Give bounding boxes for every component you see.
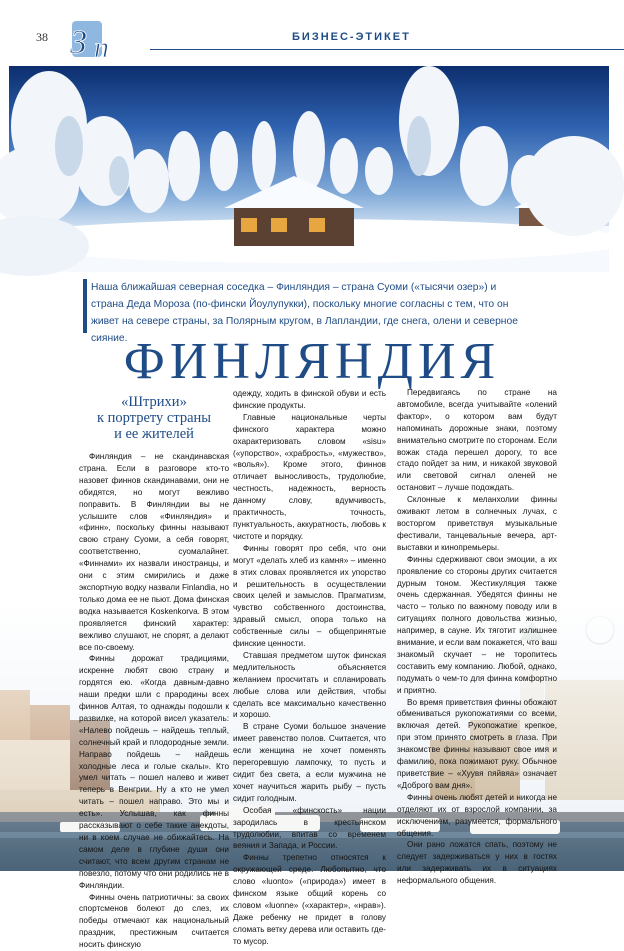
subheading-line: к портрету страны (96, 410, 212, 426)
paragraph: Финны очень патриотичны: за своих спортсменов болеют до слез, их победы отмечают как национальный праздник, престижным считается носить финскую (79, 892, 229, 950)
paragraph: Они рано ложатся спать, поэтому не следует задерживаться у них в гостях или задерживать их в ситуациях неформального общения. (397, 840, 557, 886)
paragraph: Во время приветствия финны обожают обмениваться рукопожатиями со всеми, включая детей. Рукопожатие крепкое, при этом принято смотреть в глаза. При знакомстве финны называют свое имя и фамилию, пока пожимают руку. Обычное приветствие – «Хуувя пяйвяа» означает «Доброго вам дня». (397, 697, 557, 790)
paragraph: Особая «финскость» нации зародилась в крестьянском трудолюбии, впитав со временем веяния и Запада, и России. (233, 805, 386, 851)
paragraph: Склонные к меланхолии финны оживают летом в солнечных лучах, с восторгом приветствуя музыкальные фестивали, танцевальные вечера, арт-выставки и кинопремьеры. (397, 495, 557, 552)
paragraph: В стране Суоми большое значение имеет равенство полов. Считается, что если женщина не хочет поменять перегоревшую лампочку, то пусть и сидит без света, а если мужчина не хочет научиться жарить рыбу – пусть сидит голодным. (233, 722, 386, 803)
paragraph: Финны дорожат традициями, искренне любят свою страну и гордятся ею. «Когда давным-давно наши предки шли с прародины всех финнов Алтая, то однажды подошли к развилке, на которой висел указатель: «Налево пойдешь – найдешь теплый, солнечный край и плодородные земли. Направо пойдешь – найдешь холодные леса и голые скалы». Кто умел читать – пошел налево и живет теперь в Венгрии. Ну а кто не умел читать – пошел направо. Это мы и есть». Услышав, как финны рассказывают о себе такие анекдоты, ни в коем случае не обижайтесь. На самом деле в глубине души они считают, что всем другим странам не повезло, потому что они родились не в Финляндии. (79, 654, 229, 890)
winter-scene-illustration (9, 66, 609, 272)
svg-text:З: З (70, 24, 87, 61)
article-column-1 (79, 451, 229, 951)
paragraph: Финны очень любят детей и никогда не отделяют их от взрослой компании, за исключением, разумеется, формального общения. (397, 792, 557, 838)
section-title: БИЗНЕС-ЭТИКЕТ (292, 31, 411, 43)
paragraph: Финны сдерживают свои эмоции, а их проявление со стороны других считается дурным тоном. Жестикуляция также очень сдержанная. Убедятся финны не часто – только по важному поводу или в ситуациях полного довольства жизнью, например, в сауне. Их тяготит излишнее внимание, и если вам покажется, что ваш знакомый скучает – не торопитесь составить ему компанию. Любой, однако, подумать о чем-то для финна комфортно и приятно. (397, 554, 557, 695)
article-column-2 (233, 388, 386, 948)
paragraph: одежду, ходить в финской обуви и есть финские продукты. (233, 389, 386, 410)
article-column-3 (397, 387, 557, 887)
subheading-line: «Штрихи» (121, 394, 187, 410)
magazine-logo (66, 17, 130, 64)
page-number: 38 (36, 30, 48, 44)
caption-text: Наша ближайшая северная соседка – Финляндия – страна Суоми («тысячи озер») и страна Деда Мороза (по-фински Йоулупукки), поскольку многие согласны с тем, что он живет на севере страны, за Полярным кругом, в Лапландии, где снега, олени и северное сияние. (91, 282, 518, 344)
article-subheading (79, 394, 229, 442)
paragraph: Главные национальные черты финского характера можно охарактеризовать словом «sisu» («упорство», «храбрость», «мужество», «волья»). Кроме этого, финнов отличает выносливость, трудолюбие, честность, надежность, верность данному слову, вдумчивость, практичность, точность, пунктуальность, аккуратность, любовь к чистоте и порядку. (233, 412, 386, 541)
header-rule (150, 49, 624, 50)
caption-accent-bar (83, 279, 87, 333)
article-title: ФИНЛЯНДИЯ (123, 333, 501, 390)
subheading-line: и ее жителей (114, 426, 194, 442)
paragraph: Финны говорят про себя, что они могут «делать хлеб из камня» – именно в этих словах проявляется их упорство и решительность в осуществлении своих целей и замыслов. Прагматизм, чувство собственного достоинства, здравый смысл, опора только на собственные силы – общепринятые финские ценности. (233, 543, 386, 649)
paragraph: Финляндия – не скандинавская страна. Если в разговоре кто-то назовет финнов скандинавами, они не обидятся, но могут вежливо поправить. В Финляндии вы не услышите слов «Финляндия» и «финн», поскольку финны называют свою страну Суоми, а себя говорят, соответственно, суомалайнет. «Финнами» их назвали иностранцы, и они с этим смирились и даже экспортную водку назвали Finlandia, но только дома ее не пьют. Дома финская водка называется Koskenkorva. В этом проявляется финский характер: вежливо слушают, не спорят, а делают все по-своему. (79, 452, 229, 652)
paragraph: Передвигаясь по стране на автомобиле, всегда учитывайте «олений фактор», о котором вам будут напоминать дорожные знаки, поэтому внимательно смотрите по сторонам. Если вожак стада перешел дорогу, то все стадо пойдет за ним, и никакой звуковой или световой сигнал оленей не остановит – лучше подождать. (397, 388, 557, 493)
paragraph: Ставшая предметом шуток финская медлительность объясняется желанием просчитать и спланировать любые слова или действия, чтобы сделать все максимально качественно и хорошо. (233, 650, 386, 720)
paragraph: Финны трепетно относятся к окружающей среде. Любопытно, что слово «luonto» («природа») имеет в финском языке общий корень со словом «luonne» («характер», «нрав»). Даже ребенку не придет в голову сломать ветку дерева или оставить где-то мусор. (233, 853, 386, 946)
svg-text:п: п (94, 31, 109, 64)
hero-photo-winter-cabin (9, 66, 609, 272)
